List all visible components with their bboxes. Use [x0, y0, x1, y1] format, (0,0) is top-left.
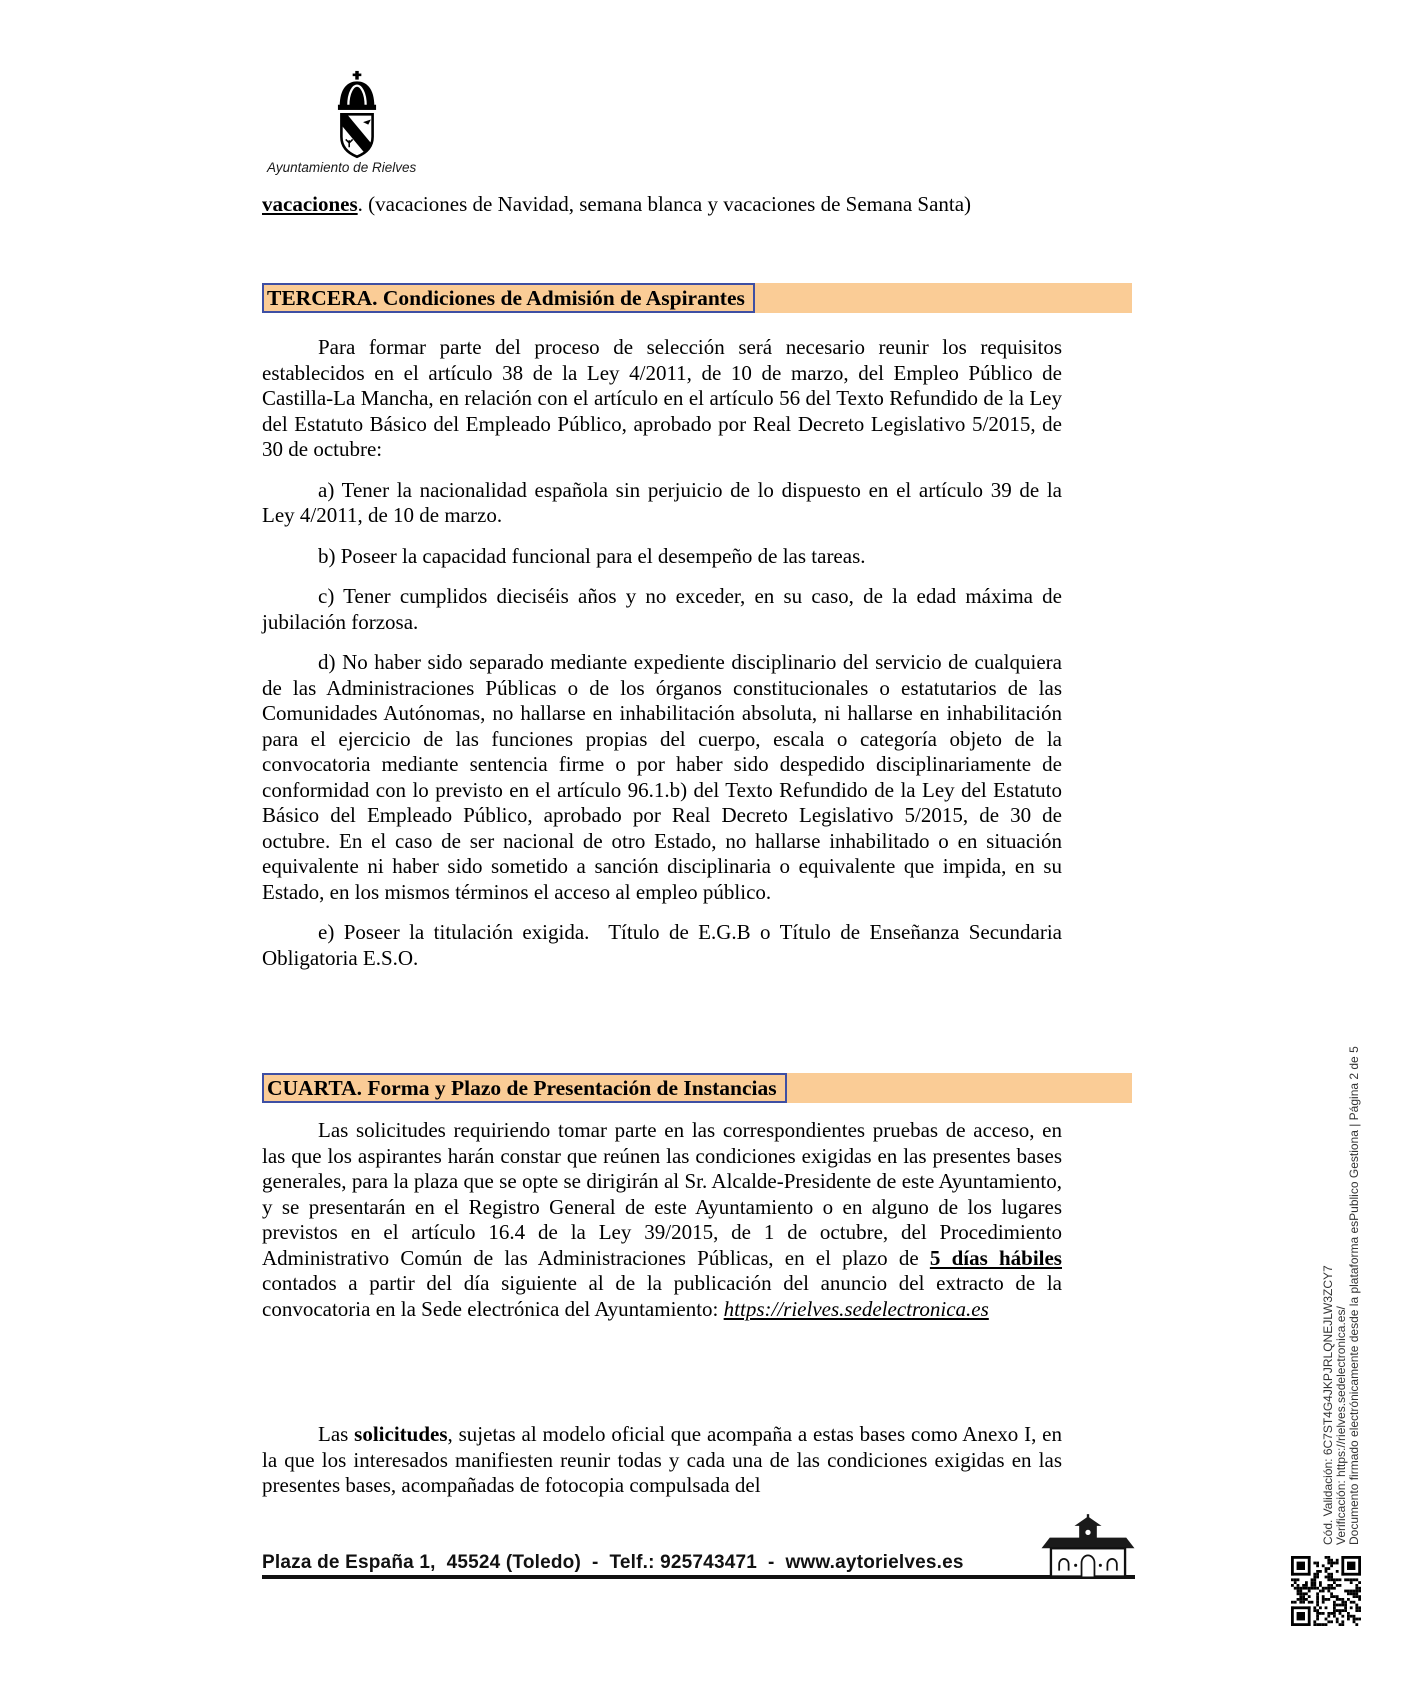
section-tercera-body: [262, 335, 1062, 986]
section-heading-bar-tercera: [262, 283, 1132, 313]
solicitudes-bold-word: solicitudes: [354, 1422, 448, 1446]
qr-code: [1291, 1556, 1361, 1626]
section-heading-cuarta: CUARTA. Forma y Plazo de Presentación de Instancias: [262, 1073, 787, 1103]
plazo-text-1: Las solicitudes requiriendo tomar parte en las correspondientes pruebas de acceso, en las que los aspirantes harán constar que reúnen las condiciones exigidas en las presentes bases generales, para la plaza que se opte se dirigirán al Sr. Alcalde-Presidente de este Ayuntamiento, y se presentarán en el Registro General de este Ayuntamiento o en alguno de los lugares previstos en el artículo 16.4 de la Ley 39/2015, de 1 de octubre, del Procedimiento Administrativo Común de las Administraciones Públicas, en el plazo de: [262, 1118, 1062, 1270]
solicitudes-text-2: , sujetas al modelo oficial que acompaña a estas bases como Anexo I, en la que los interesados manifiesten reunir todas y cada una de las condiciones exigidas en las presentes bases, acompañadas de fotocopia compulsada del: [262, 1422, 1062, 1497]
requirement-item-e: e) Poseer la titulación exigida. Título de E.G.B o Título de Enseñanza Secundaria Obligatoria E.S.O.: [262, 920, 1062, 970]
paragraph-solicitudes-wrap: [262, 1422, 1062, 1514]
plazo-bold-dias-habiles: 5 días hábiles: [929, 1245, 1062, 1270]
plazo-text-2: contados a partir del día siguiente al de la publicación del anuncio del extracto de la convocatoria en la Sede electrónica del Ayuntamiento:: [262, 1271, 1062, 1321]
sidebar-verification-url: Verificación: https://rielves.sedelectronica.es/: [1334, 1306, 1348, 1545]
sidebar-platform-page-info: Documento firmado electrónicamente desde la plataforma esPublico Gestiona | Página 2 de 5: [1347, 1046, 1361, 1545]
solicitudes-text-1: Las: [318, 1422, 355, 1446]
section-cuarta-body: [262, 1118, 1062, 1337]
intro-paragraph: [262, 192, 1072, 218]
requirement-item-d: d) No haber sido separado mediante expediente disciplinario del servicio de cualquiera de las Administraciones Públicas o de los órganos constitucionales o estatutarios de las Comunidades Autónomas, no hallarse en inhabilitación absoluta, ni hallarse en inhabilitación para el ejercicio de las funciones propias del cuerpo, escala o categoría objeto de la convocatoria mediante sentencia firme o por haber sido despedido disciplinariamente de conformidad con lo previsto en el artículo 96.1.b) del Texto Refundido de la Ley del Estatuto Básico del Empleado Público, aprobado por Real Decreto Legislativo 5/2015, de 30 de octubre. En el caso de ser nacional de otro Estado, no hallarse inhabilitado o en situación equivalente ni haber sido sometido a sanción disciplinaria o equivalente que impida, en su Estado, en los mismos términos el acceso al empleo público.: [262, 650, 1062, 904]
paragraph-solicitudes: [262, 1422, 1062, 1499]
intro-bold-word: vacaciones: [262, 192, 358, 216]
footer-rule: [262, 1575, 1135, 1579]
requirement-item-c: c) Tener cumplidos dieciséis años y no exceder, en su caso, de la edad máxima de jubilación forzosa.: [262, 584, 1062, 634]
logo-caption: Ayuntamiento de Rielves: [267, 160, 417, 175]
paragraph-plazo: [262, 1118, 1062, 1322]
section-heading-bar-cuarta: [262, 1073, 1132, 1103]
requirement-item-b: b) Poseer la capacidad funcional para el desempeño de las tareas.: [318, 543, 866, 568]
requirement-item-a: a) Tener la nacionalidad española sin perjuicio de lo dispuesto en el artículo 39 de la Ley 4/2011, de 10 de marzo.: [262, 477, 1062, 527]
townhall-icon: [1038, 1514, 1138, 1579]
signature-sidebar: [1322, 925, 1361, 1545]
intro-rest: . (vacaciones de Navidad, semana blanca y vacaciones de Semana Santa): [357, 192, 972, 216]
section-heading-tercera: TERCERA. Condiciones de Admisión de Aspirantes: [262, 283, 755, 313]
coat-of-arms-icon: [331, 70, 383, 162]
footer-address: Plaza de España 1, 45524 (Toledo) - Telf.: 925743471 - www.aytorielves.es: [262, 1552, 964, 1573]
sidebar-validation-code: Cód. Validación: 6C7ST4G4JKPJRLQNEJLW3ZCY7: [1321, 1265, 1335, 1545]
sede-electronica-link[interactable]: https://rielves.sedelectronica.es: [723, 1296, 989, 1321]
paragraph-requisitos: Para formar parte del proceso de selección será necesario reunir los requisitos establecidos en el artículo 38 de la Ley 4/2011, de 10 de marzo, del Empleo Público de Castilla-La Mancha, en relación con el artículo en el artículo 56 del Texto Refundido de la Ley del Estatuto Básico del Empleado Público, aprobado por Real Decreto Legislativo 5/2015, de 30 de octubre:: [262, 335, 1062, 461]
